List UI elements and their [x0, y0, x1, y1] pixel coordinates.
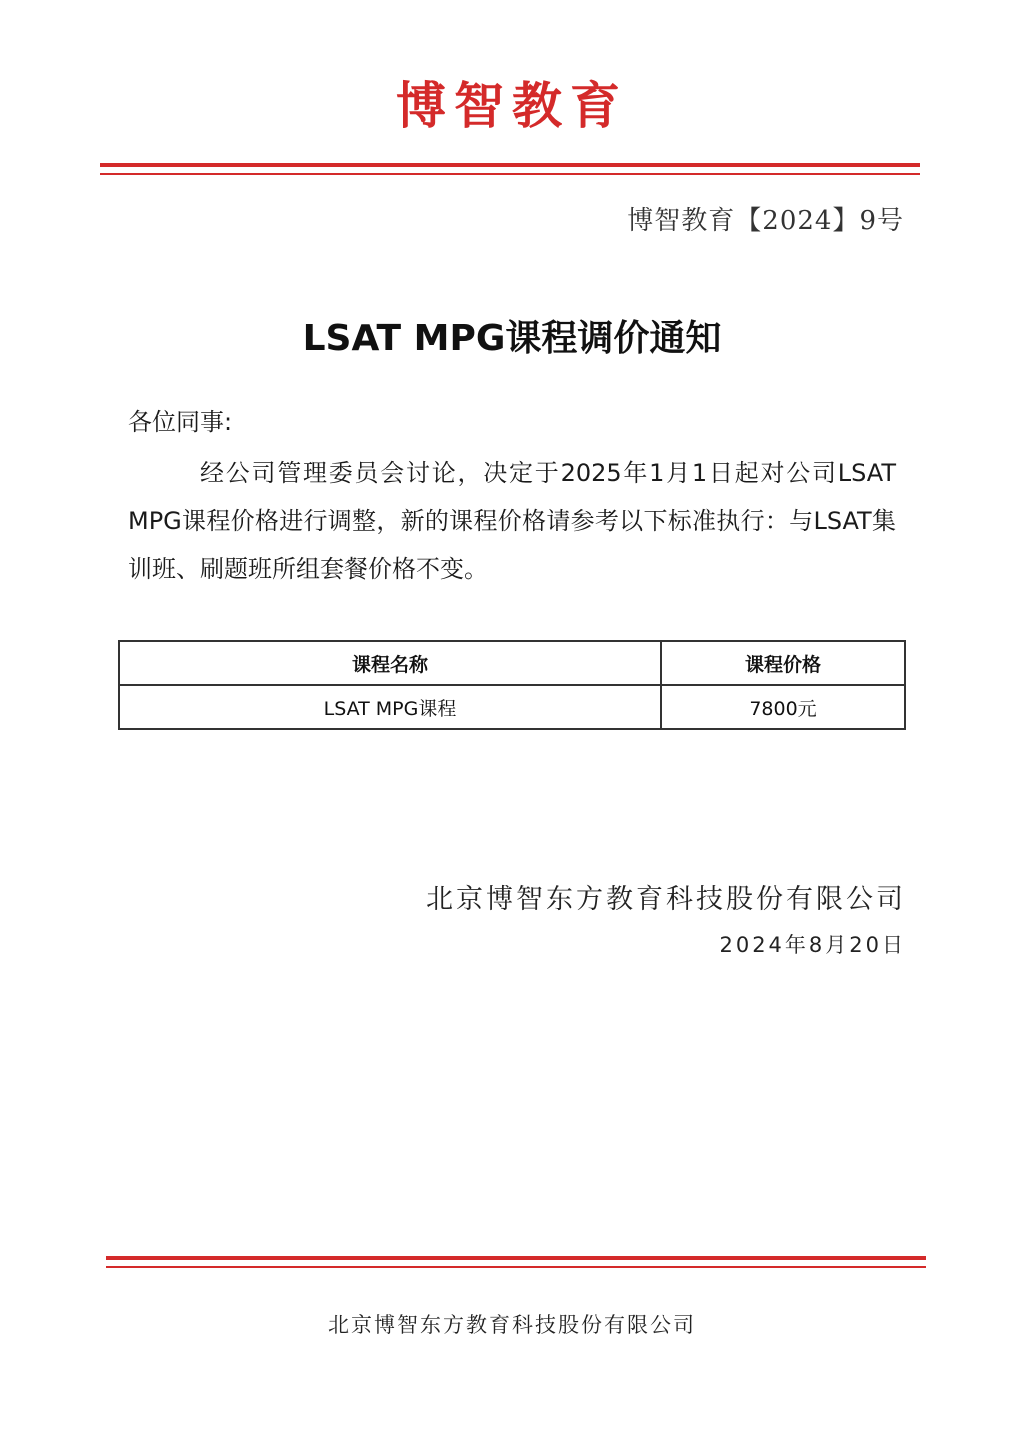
- organization-header: 博智教育: [396, 76, 628, 135]
- header-rule-thick: [100, 163, 920, 167]
- column-header-course-price: 课程价格: [661, 641, 905, 685]
- course-name-cell: LSAT MPG课程: [119, 685, 661, 729]
- footer-rule-thin: [106, 1266, 926, 1268]
- table-header-row: [119, 641, 905, 685]
- notice-body: 经公司管理委员会讨论，决定于2025年1月1日起对公司LSAT MPG课程价格进行调整，新的课程价格请参考以下标准执行：与LSAT集训班、刷题班所组套餐价格不变。: [128, 459, 896, 583]
- footer-company: 北京博智东方教育科技股份有限公司: [328, 1313, 696, 1337]
- notice-title: LSAT MPG课程调价通知: [302, 318, 722, 359]
- document-number: 博智教育【2024】9号: [627, 206, 904, 236]
- signature-company: 北京博智东方教育科技股份有限公司: [426, 884, 906, 915]
- signature-date: 2024年8月20日: [719, 933, 906, 957]
- salutation: 各位同事:: [128, 408, 233, 436]
- price-table: [118, 640, 906, 730]
- footer-rule-thick: [106, 1256, 926, 1260]
- course-price-cell: 7800元: [661, 685, 905, 729]
- header-rule-thin: [100, 173, 920, 175]
- table-row: [119, 685, 905, 729]
- column-header-course-name: 课程名称: [119, 641, 661, 685]
